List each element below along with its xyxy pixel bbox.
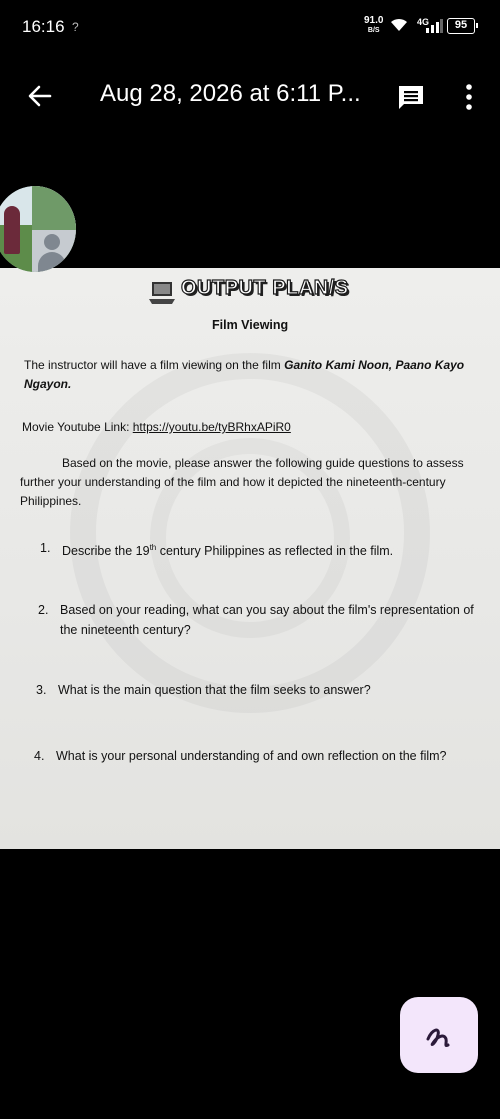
avatar-panel (32, 186, 76, 272)
youtube-link-line (22, 418, 291, 437)
question-number: 1. (40, 541, 51, 555)
superscript: th (149, 543, 157, 552)
app-bar (0, 62, 500, 128)
question-text (62, 538, 393, 561)
instructions-paragraph: Based on the movie, please answer the following guide questions to assess further your understanding of the film and how it depicted the nineteenth-century Philippines. (20, 456, 464, 508)
signal-icon (425, 19, 443, 33)
question-number: 3. (36, 683, 47, 697)
person-icon (44, 234, 60, 250)
question-text: Based on your reading, what can you say about the film's representation of the nineteenth century? (60, 603, 474, 637)
person-icon-body (38, 252, 66, 272)
network-speed-unit: B/S (367, 27, 380, 34)
more-options-icon[interactable] (458, 82, 480, 112)
status-time: 16:16 (22, 17, 65, 36)
document-subheading: Film Viewing (212, 318, 289, 332)
intro-text: The instructor will have a film viewing on the film (24, 358, 285, 372)
question-text-part: century Philippines as reflected in the film. (156, 544, 394, 559)
avatar-photo (32, 186, 76, 230)
sim-indicator: ? (72, 20, 79, 34)
question-number: 2. (38, 603, 49, 617)
avatar-person (4, 206, 20, 254)
intro-paragraph (24, 356, 494, 394)
youtube-link[interactable]: https://youtu.be/tyBRhxAPiR0 (132, 420, 291, 434)
film-title: Ganito Kami Noon, Paano Kayo Ngayon. (24, 358, 465, 391)
network-speed-value: 91.0 (364, 15, 384, 26)
document-image (0, 268, 500, 849)
link-label: Movie Youtube Link: (22, 420, 133, 434)
page-title: Aug 28, 2026 at 6:11 P... (100, 80, 361, 107)
document-heading-text: OUTPUT PLAN/S (181, 277, 349, 299)
question-text: What is the main question that the film seeks to answer? (58, 683, 371, 697)
avatar[interactable] (0, 186, 76, 272)
scribble-icon (400, 997, 478, 1073)
network-speed (364, 16, 383, 36)
wifi-icon (390, 18, 408, 32)
battery-indicator: 95 (447, 18, 475, 34)
network-type: 4G (417, 17, 430, 27)
back-arrow-icon[interactable] (26, 82, 54, 110)
notes-icon[interactable] (396, 82, 426, 112)
question-number: 4. (34, 749, 45, 763)
laptop-icon (148, 279, 176, 305)
question-text-part: Describe the 19 (62, 544, 150, 559)
scribble-button[interactable] (400, 997, 478, 1073)
status-bar (0, 0, 500, 56)
question-text: What is your personal understanding of and own reflection on the film? (56, 749, 447, 763)
